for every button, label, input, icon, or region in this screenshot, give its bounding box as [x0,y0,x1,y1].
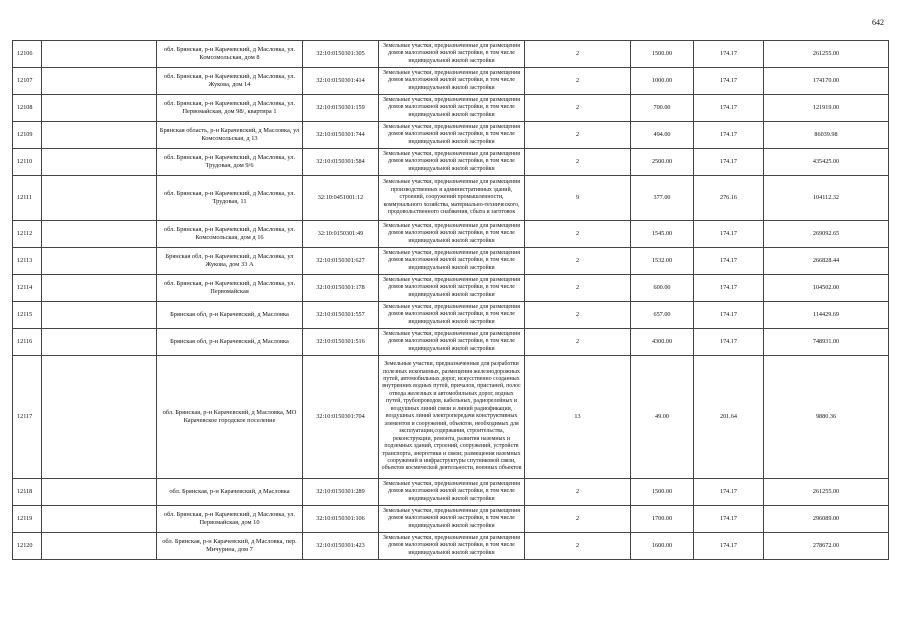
area-cell: 49.00 [631,356,694,479]
cadastral-value-table [12,40,889,560]
row-number: 12113 [13,248,42,275]
blank-cell [42,149,157,176]
land-use-cell: Земельные участки, предназначенные для размещения домов малоэтажной жилой застройки, в том числе индивидуальной жилой застройки [379,329,525,356]
specific-value-cell: 174.17 [694,149,764,176]
land-use-cell: Земельные участки, предназначенные для разработки полезных ископаемых, размещения железнодорожных путей, автомобильных дорог, искусственно созданных внутренних водных путей, причалов, пристаней, полос отвода железных и автомобильных дорог, водных путей, трубопроводов, кабельных, радиорелейных и воздушных линий связи и линий радиофикации, воздушных линий электропередачи конструктивных элементов и сооружений, объектов, необходимых для эксплуатации,содержания, строительства, реконструкции, ремонта, развития наземных и подземных зданий, строений, сооружений, устройств транспорта, энергетики и связи; размещения наземных сооружений и инфраструктуры спутниковой связи, объектов космической деятельности, военных объектов [379,356,525,479]
group-cell: 2 [525,95,631,122]
cadastral-number-cell: 32:10:0150301:106 [303,506,379,533]
cadastral-number-cell: 32:10:0150301:423 [303,533,379,560]
row-number: 12115 [13,302,42,329]
address-cell: Брянская обл, р-н Карачевский, д Масловка [157,329,303,356]
address-cell: Брянская обл, р-н Карачевский, д Масловка [157,302,303,329]
table-row [13,176,889,221]
table-row [13,329,889,356]
blank-cell [42,122,157,149]
area-cell: 700.00 [631,95,694,122]
blank-cell [42,506,157,533]
cadastral-number-cell: 32:10:0150301:49 [303,221,379,248]
group-cell: 2 [525,221,631,248]
cadastral-value-cell: 435425.00 [764,149,889,176]
row-number: 12108 [13,95,42,122]
row-number: 12111 [13,176,42,221]
specific-value-cell: 174.17 [694,506,764,533]
area-cell: 1600.00 [631,533,694,560]
address-cell: обл. Брянская, р-н Карачевский, д Масловка, ул. Комсомольская, дом 8 [157,41,303,68]
cadastral-number-cell: 32:10:0150301:414 [303,68,379,95]
blank-cell [42,329,157,356]
cadastral-value-cell: 748931.00 [764,329,889,356]
land-use-cell: Земельные участки, предназначенные для размещения домов малоэтажной жилой застройки, в том числе индивидуальной жилой застройки [379,41,525,68]
table-row [13,248,889,275]
cadastral-number-cell: 32:10:0150301:516 [303,329,379,356]
address-cell: обл. Брянская, р-н Карачевский, д Масловка, ул. Трудовая, 11 [157,176,303,221]
group-cell: 2 [525,479,631,506]
row-number: 12116 [13,329,42,356]
group-cell: 2 [525,122,631,149]
area-cell: 1500.00 [631,41,694,68]
specific-value-cell: 174.17 [694,479,764,506]
cadastral-value-cell: 261255.00 [764,479,889,506]
group-cell: 2 [525,506,631,533]
cadastral-value-cell: 278672.00 [764,533,889,560]
group-cell: 13 [525,356,631,479]
group-cell: 2 [525,329,631,356]
specific-value-cell: 276.16 [694,176,764,221]
address-cell: Брянская обл, р-н Карачевский, д Масловка, ул Жукова, дом 33 А [157,248,303,275]
cadastral-number-cell: 32:10:0150301:557 [303,302,379,329]
table-body [13,41,889,560]
blank-cell [42,221,157,248]
area-cell: 1000.00 [631,68,694,95]
row-number: 12117 [13,356,42,479]
row-number: 12112 [13,221,42,248]
cadastral-value-cell: 104112.32 [764,176,889,221]
group-cell: 2 [525,248,631,275]
cadastral-value-cell: 174170.00 [764,68,889,95]
address-cell: обл. Брянская, р-н Карачевский, д Масловка, пер. Мичурина, дом 7 [157,533,303,560]
land-use-cell: Земельные участки, предназначенные для размещения домов малоэтажной жилой застройки, в том числе индивидуальной жилой застройки [379,68,525,95]
table-row [13,122,889,149]
cadastral-value-cell: 261255.00 [764,41,889,68]
row-number: 12114 [13,275,42,302]
blank-cell [42,248,157,275]
area-cell: 2500.00 [631,149,694,176]
group-cell: 2 [525,149,631,176]
land-use-cell: Земельные участки, предназначенные для размещения домов малоэтажной жилой застройки, в том числе индивидуальной жилой застройки [379,506,525,533]
address-cell: обл. Брянская, р-н Карачевский, д Масловка, ул. Комсомольская, дом д 16 [157,221,303,248]
group-cell: 2 [525,275,631,302]
table-row [13,149,889,176]
land-use-cell: Земельные участки, предназначенные для размещения домов малоэтажной жилой застройки, в том числе индивидуальной жилой застройки [379,221,525,248]
table-row [13,68,889,95]
area-cell: 494.00 [631,122,694,149]
group-cell: 2 [525,302,631,329]
cadastral-number-cell: 32:10:0150301:627 [303,248,379,275]
cadastral-value-cell: 86039.98 [764,122,889,149]
blank-cell [42,41,157,68]
land-use-cell: Земельные участки, предназначенные для размещения домов малоэтажной жилой застройки, в том числе индивидуальной жилой застройки [379,533,525,560]
cadastral-value-cell: 104502.00 [764,275,889,302]
cadastral-number-cell: 32:10:0150301:305 [303,41,379,68]
area-cell: 4300.00 [631,329,694,356]
land-use-cell: Земельные участки, предназначенные для размещения домов малоэтажной жилой застройки, в том числе индивидуальной жилой застройки [379,275,525,302]
area-cell: 377.00 [631,176,694,221]
table-row [13,41,889,68]
specific-value-cell: 174.17 [694,122,764,149]
row-number: 12107 [13,68,42,95]
table-row [13,506,889,533]
address-cell: обл. Брянская, р-н Карачевский, д Масловка, ул. Жукова, дом 14 [157,68,303,95]
specific-value-cell: 174.17 [694,221,764,248]
cadastral-number-cell: 32:10:0451001:12 [303,176,379,221]
specific-value-cell: 174.17 [694,275,764,302]
land-use-cell: Земельные участки, предназначенные для размещения домов малоэтажной жилой застройки, в том числе индивидуальной жилой застройки [379,122,525,149]
cadastral-number-cell: 32:10:0150301:704 [303,356,379,479]
blank-cell [42,176,157,221]
specific-value-cell: 174.17 [694,329,764,356]
table-row [13,95,889,122]
land-use-cell: Земельные участки, предназначенные для размещения домов малоэтажной жилой застройки, в том числе индивидуальной жилой застройки [379,149,525,176]
specific-value-cell: 201.64 [694,356,764,479]
address-cell: обл. Брянская, р-н Карачевский, д Масловка, ул. Первомайская [157,275,303,302]
area-cell: 1500.00 [631,479,694,506]
cadastral-number-cell: 32:10:0150301:584 [303,149,379,176]
address-cell: обл. Брянская, р-н Карачевский, д Масловка [157,479,303,506]
cadastral-value-cell: 266828.44 [764,248,889,275]
blank-cell [42,68,157,95]
cadastral-number-cell: 32:10:0150301:744 [303,122,379,149]
specific-value-cell: 174.17 [694,68,764,95]
blank-cell [42,356,157,479]
group-cell: 9 [525,176,631,221]
cadastral-value-cell: 269092.65 [764,221,889,248]
table-row [13,533,889,560]
row-number: 12119 [13,506,42,533]
land-use-cell: Земельные участки, предназначенные для размещения домов малоэтажной жилой застройки, в том числе индивидуальной жилой застройки [379,248,525,275]
row-number: 12109 [13,122,42,149]
address-cell: обл. Брянская, р-н Карачевский, д Масловка, ул. Первомайская, дом 10 [157,506,303,533]
land-use-cell: Земельные участки, предназначенные для размещения домов малоэтажной жилой застройки, в том числе индивидуальной жилой застройки [379,302,525,329]
cadastral-value-cell: 296089.00 [764,506,889,533]
area-cell: 1700.00 [631,506,694,533]
land-use-cell: Земельные участки, предназначенные для размещения домов малоэтажной жилой застройки, в том числе индивидуальной жилой застройки [379,95,525,122]
row-number: 12106 [13,41,42,68]
table-row [13,275,889,302]
blank-cell [42,479,157,506]
land-use-cell: Земельные участки, предназначенные для размещения домов малоэтажной жилой застройки, в том числе индивидуальной жилой застройки [379,479,525,506]
row-number: 12118 [13,479,42,506]
row-number: 12120 [13,533,42,560]
table-row [13,221,889,248]
specific-value-cell: 174.17 [694,248,764,275]
cadastral-value-cell: 121919.00 [764,95,889,122]
group-cell: 2 [525,533,631,560]
cadastral-number-cell: 32:10:0150301:289 [303,479,379,506]
table-row [13,356,889,479]
area-cell: 600.00 [631,275,694,302]
area-cell: 657.00 [631,302,694,329]
specific-value-cell: 174.17 [694,95,764,122]
table-row [13,479,889,506]
specific-value-cell: 174.17 [694,41,764,68]
page-number: 642 [872,18,884,27]
cadastral-number-cell: 32:10:0150301:178 [303,275,379,302]
address-cell: обл. Брянская, р-н Карачевский, д Масловка, ул. Первомайская, дом 98/, квартира 1 [157,95,303,122]
blank-cell [42,302,157,329]
address-cell: обл. Брянская, р-н Карачевский, д Масловка, ул. Трудовая, дом 9/6 [157,149,303,176]
specific-value-cell: 174.17 [694,302,764,329]
group-cell: 2 [525,41,631,68]
blank-cell [42,533,157,560]
cadastral-number-cell: 32:10:0150301:159 [303,95,379,122]
area-cell: 1532.00 [631,248,694,275]
specific-value-cell: 174.17 [694,533,764,560]
row-number: 12110 [13,149,42,176]
cadastral-value-cell: 114429.69 [764,302,889,329]
blank-cell [42,95,157,122]
address-cell: Брянская область, р-н Карачевский, д Масловка, ул Комсомольская, д 13 [157,122,303,149]
land-use-cell: Земельные участки, предназначенные для размещения производственных и административных зданий, строений, сооружений промышленности, коммунального хозяйства, материально-технического, продовольственного снабжения, сбыта и заготовок [379,176,525,221]
group-cell: 2 [525,68,631,95]
cadastral-value-cell: 9880.36 [764,356,889,479]
address-cell: обл. Брянская, р-н Карачевский, д Масловка, МО Карачевское городское поселение [157,356,303,479]
blank-cell [42,275,157,302]
area-cell: 1545.00 [631,221,694,248]
table-row [13,302,889,329]
